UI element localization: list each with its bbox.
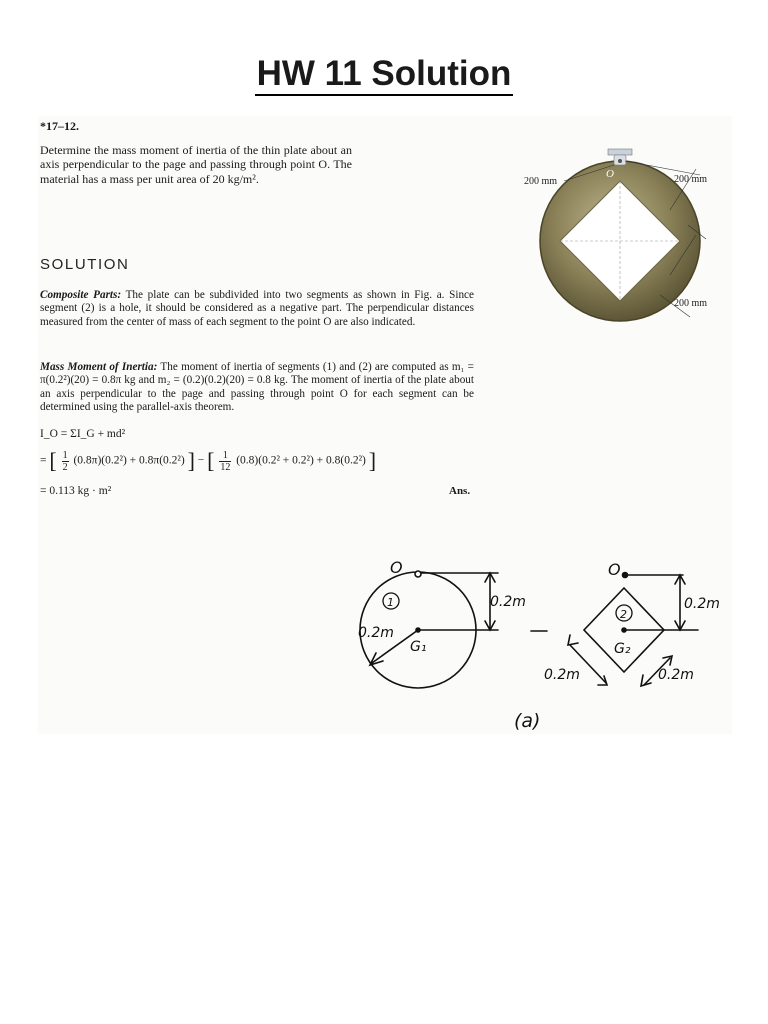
- problem-number: *17–12.: [40, 119, 79, 133]
- inertia-title: Mass Moment of Inertia:: [40, 361, 158, 373]
- equation-2: = [ $\frac{1}{2}$ (0.8π)(0.2²) + 0.8π(0.2²) ] − [ $\frac{1}{12}$ (0.8)(0.2² + 0.2²) + 0.8(0.2²) ]: [40, 448, 377, 473]
- solution-heading: SOLUTION: [40, 256, 130, 273]
- segment-1-number: 1: [387, 596, 394, 609]
- dimension-label-a: 0.2m: [490, 594, 526, 610]
- problem-statement: Determine the mass moment of inertia of the thin plate about an axis perpendicular to the page and passing through point O. The material has a mass per unit area of 20 kg/m².: [40, 143, 352, 186]
- inertia-paragraph: [40, 361, 474, 414]
- inertia-body: The moment of inertia of segments (1) and (2) are computed as m₁ = π(0.2²)(20) = 0.8π kg and m₂ = (0.2)(0.2)(20) = 0.8 kg. The moment of inertia of the plate about an axis perpendicular to the page and passing through point O for each segment can be determined using the parallel-axis theorem.: [40, 361, 474, 413]
- answer-label: Ans.: [449, 485, 471, 497]
- composite-parts-paragraph: [40, 289, 474, 329]
- equation-2-part-a: (0.8π)(0.2²) + 0.8π(0.2²): [73, 454, 185, 467]
- equation-2-part-b: (0.8)(0.2² + 0.2²) + 0.8(0.2²): [236, 454, 366, 467]
- fraction-twelfth: $\frac{1}{12}$: [220, 449, 231, 473]
- composite-parts-title: Composite Parts:: [40, 289, 122, 301]
- dimension-label-d: 0.2m: [544, 667, 580, 683]
- dimension-label-c: 0.2m: [684, 596, 720, 612]
- o-label-1: O: [390, 558, 403, 577]
- dim-label-left: 200 mm: [524, 176, 558, 187]
- dim-label-right-bottom: 200 mm: [674, 298, 708, 309]
- figure-caption: (a): [514, 710, 541, 732]
- g2-label: G₂: [614, 641, 631, 657]
- page-title: HW 11 Solution: [0, 52, 768, 96]
- equation-1: I_O = ΣI_G + md²: [40, 428, 126, 440]
- composite-parts-body: The plate can be subdivided into two segments as shown in Fig. a. Since segment (2) is a hole, it should be considered as a negative part. The perpendicular distances measured from the center of mass of each segment to the point O are also indicated.: [40, 289, 474, 328]
- g1-label: G₁: [410, 639, 427, 655]
- dimension-label-b: 0.2m: [358, 625, 394, 641]
- o-label-2: O: [608, 560, 621, 579]
- dim-label-right-top: 200 mm: [674, 174, 708, 185]
- plate-figure: [520, 145, 720, 315]
- equation-result: = 0.113 kg · m²: [40, 485, 112, 497]
- segment-2-number: 2: [620, 608, 627, 621]
- dimension-label-e: 0.2m: [658, 667, 694, 683]
- point-o-label: O: [606, 168, 614, 180]
- fraction-half: $\frac{1}{2}$: [62, 449, 68, 473]
- segment-figure: [348, 555, 748, 755]
- pin-support: [608, 149, 632, 155]
